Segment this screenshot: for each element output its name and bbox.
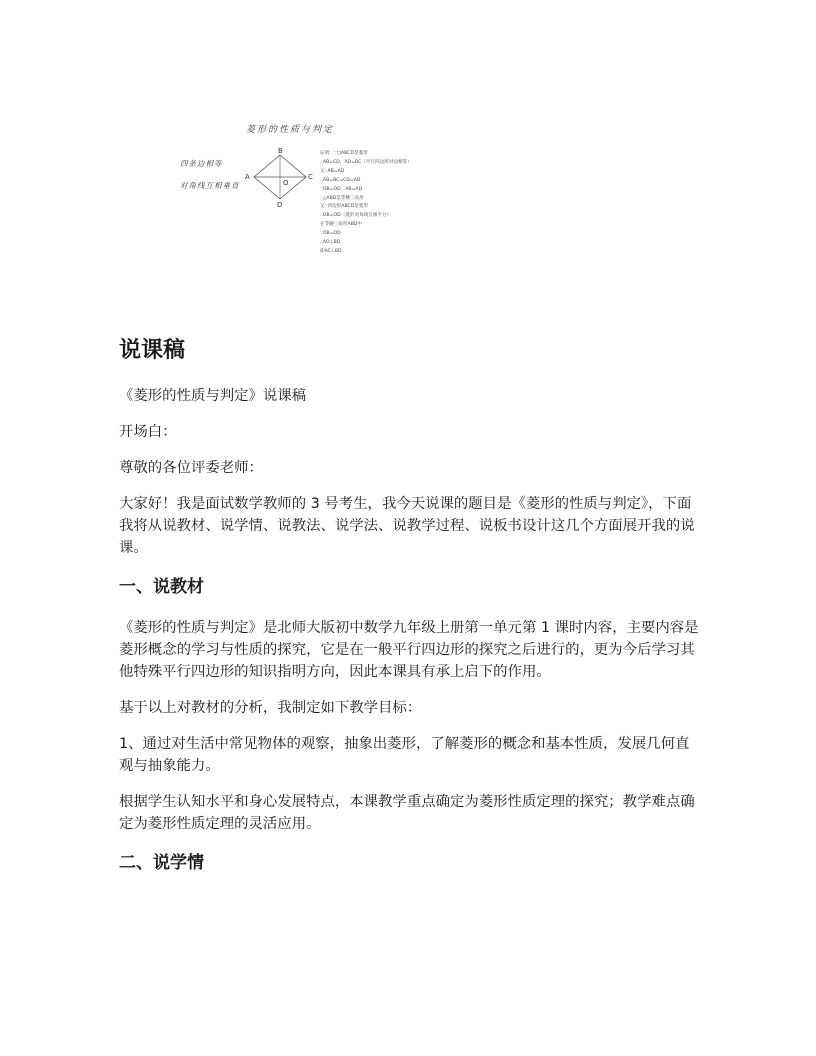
center-o-label: O — [283, 179, 289, 187]
board-note-diagonals: 对角线互相垂直 — [180, 181, 240, 190]
proof-line: ∴AB=BC=CD=AD — [320, 177, 361, 183]
proof-line: ∴AB=CD，AD=BC（平行四边形对边相等） — [320, 159, 412, 165]
proof-line: 即AC⊥BD — [320, 248, 342, 254]
board-note-sides: 四条边相等 — [180, 159, 223, 168]
blackboard-figure — [170, 118, 470, 278]
greeting: 尊敬的各位评委老师： — [119, 460, 263, 476]
proof-text — [320, 150, 412, 257]
document-subtitle: 《菱形的性质与判定》说课稿 — [119, 388, 307, 404]
textbook-paragraph: 《菱形的性质与判定》是北师大版初中数学九年级上册第一单元第 1 课时内容，主要内容是菱形概念的学习与性质的探究，它是在一般平行四边形的探究之后进行的，更为今后学习其他特殊平行四边形的知识指明方向，因此本课具有承上启下的作用。 — [119, 620, 699, 680]
opening-label: 开场白： — [119, 424, 177, 440]
section-heading-students: 二、说学情 — [119, 853, 204, 873]
proof-line: ∴OB=OD（菱形对角线互相平分） — [320, 213, 392, 219]
proof-line: 又∵四边形ABCD是菱形 — [320, 204, 369, 210]
proof-line: ∵OB=OD，AB=AD — [320, 186, 363, 192]
section-heading-textbook: 一、说教材 — [119, 577, 204, 597]
proof-line: ∴△ABD是等腰三角形 — [320, 195, 364, 201]
proof-line: ∴AO⊥BD — [320, 240, 341, 246]
intro-paragraph: 大家好！我是面试数学教师的 3 号考生，我今天说课的题目是《菱形的性质与判定》，下面我将从说教材、说学情、说教法、说学法、说教学过程、说板书设计这几个方面展开我的说课。 — [119, 496, 695, 556]
proof-line: 又∵AB=AD — [320, 168, 345, 174]
proof-line: 在等腰三角形ABD中 — [320, 222, 362, 228]
objective-item: 1、通过对生活中常见物体的观察，抽象出菱形，了解菱形的概念和基本性质，发展几何直观与抽象能力。 — [119, 736, 690, 774]
proof-line: 证明：∵□ABCD是菱形 — [320, 151, 368, 156]
proof-line: ∵OB=OD — [320, 231, 341, 237]
board-title: 菱形的性质与判定 — [246, 125, 335, 135]
objectives-intro: 基于以上对教材的分析，我制定如下教学目标： — [119, 700, 422, 716]
document-body — [119, 335, 699, 893]
key-points-paragraph: 根据学生认知水平和身心发展特点，本课教学重点确定为菱形性质定理的探究；教学难点确定为菱形性质定理的灵活应用。 — [119, 794, 695, 832]
vertex-c-label: C — [308, 173, 313, 181]
document-title: 说课稿 — [119, 338, 186, 363]
vertex-b-label: B — [278, 147, 283, 155]
vertex-a-label: A — [245, 173, 250, 181]
vertex-d-label: D — [277, 201, 283, 209]
